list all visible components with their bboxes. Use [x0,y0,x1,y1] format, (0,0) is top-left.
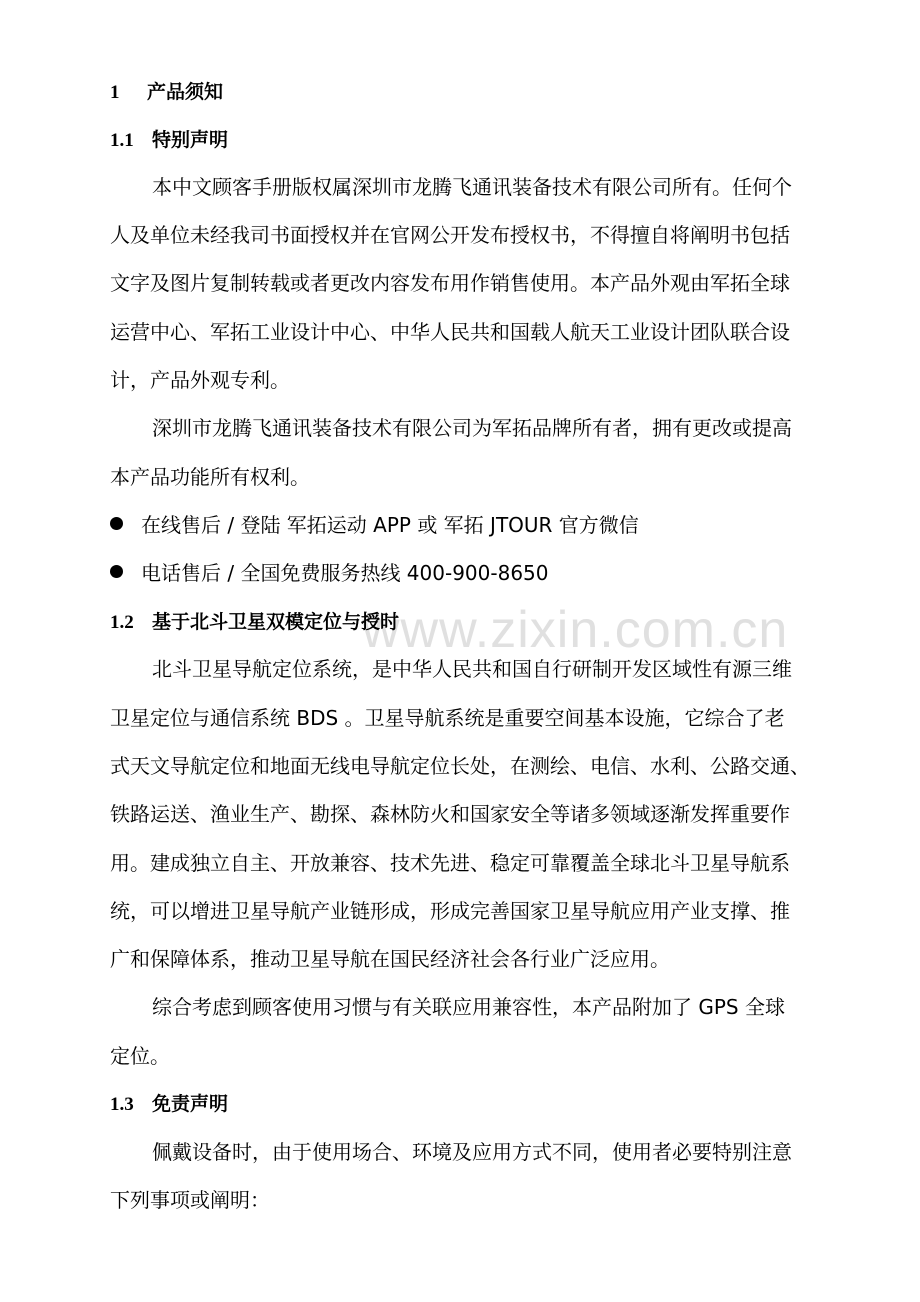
section-1-heading [110,80,223,105]
section-1-3-title: 免责声明 [152,1093,229,1115]
section-1-3-number: 1.3 [110,1094,134,1115]
paragraph-line: 广和保障体系，推动卫星导航在国民经济社会各行业广泛应用。 [110,947,670,971]
paragraph-line: 下列事项或阐明： [110,1188,270,1212]
paragraph-line: 运营中心、军拓工业设计中心、中华人民共和国载人航天工业设计团队联合设 [110,320,790,344]
watermark: www.zixin.com.cn [362,601,789,659]
bullet-item-online-service [110,512,639,538]
paragraph-line: 统，可以增进卫星导航产业链形成，形成完善国家卫星导航应用产业支撑、推 [110,899,790,923]
paragraph-line: 文字及图片复制转载或者更改内容发布用作销售使用。本产品外观由军拓全球 [110,271,790,295]
section-1-2-number: 1.2 [110,612,134,633]
section-1-3-heading [110,1092,228,1117]
paragraph-line: 计，产品外观专利。 [110,368,290,392]
paragraph-line: 本中文顾客手册版权属深圳市龙腾飞通讯装备技术有限公司所有。任何个 [152,175,792,199]
bullet-text: 电话售后 / 全国免费服务热线 400-900-8650 [141,561,549,585]
section-1-number: 1 [110,82,120,103]
bullet-dot-icon [110,565,123,578]
paragraph-line: 综合考虑到顾客使用习惯与有关联应用兼容性，本产品附加了 GPS 全球 [152,995,785,1019]
paragraph-line: 定位。 [110,1044,170,1068]
paragraph-line: 卫星定位与通信系统 BDS 。卫星导航系统是重要空间基本设施，它综合了老 [110,706,785,730]
paragraph-line: 铁路运送、渔业生产、勘探、森林防火和国家安全等诸多领域逐渐发挥重要作 [110,802,790,826]
section-1-1-number: 1.1 [110,130,134,151]
section-1-2-heading [110,610,399,635]
section-1-1-heading [110,128,228,153]
paragraph-line: 用。建成独立自主、开放兼容、技术先进、稳定可靠覆盖全球北斗卫星导航系 [110,851,790,875]
paragraph-line: 深圳市龙腾飞通讯装备技术有限公司为军拓品牌所有者，拥有更改或提高 [152,416,792,440]
bullet-item-phone-service [110,560,549,586]
bullet-text: 在线售后 / 登陆 军拓运动 APP 或 军拓 JTOUR 官方微信 [141,513,639,537]
bullet-dot-icon [110,517,123,530]
paragraph-line: 本产品功能所有权利。 [110,465,310,489]
paragraph-line: 式天文导航定位和地面无线电导航定位长处，在测绘、电信、水利、公路交通、 [110,754,810,778]
paragraph-line: 北斗卫星导航定位系统，是中华人民共和国自行研制开发区域性有源三维 [152,657,792,681]
section-1-2-title: 基于北斗卫星双模定位与授时 [152,611,400,633]
section-1-title: 产品须知 [147,81,224,103]
paragraph-line: 佩戴设备时，由于使用场合、环境及应用方式不同，使用者必要特别注意 [152,1140,792,1164]
paragraph-line: 人及单位未经我司书面授权并在官网公开发布授权书，不得擅自将阐明书包括 [110,223,790,247]
section-1-1-title: 特别声明 [152,129,229,151]
